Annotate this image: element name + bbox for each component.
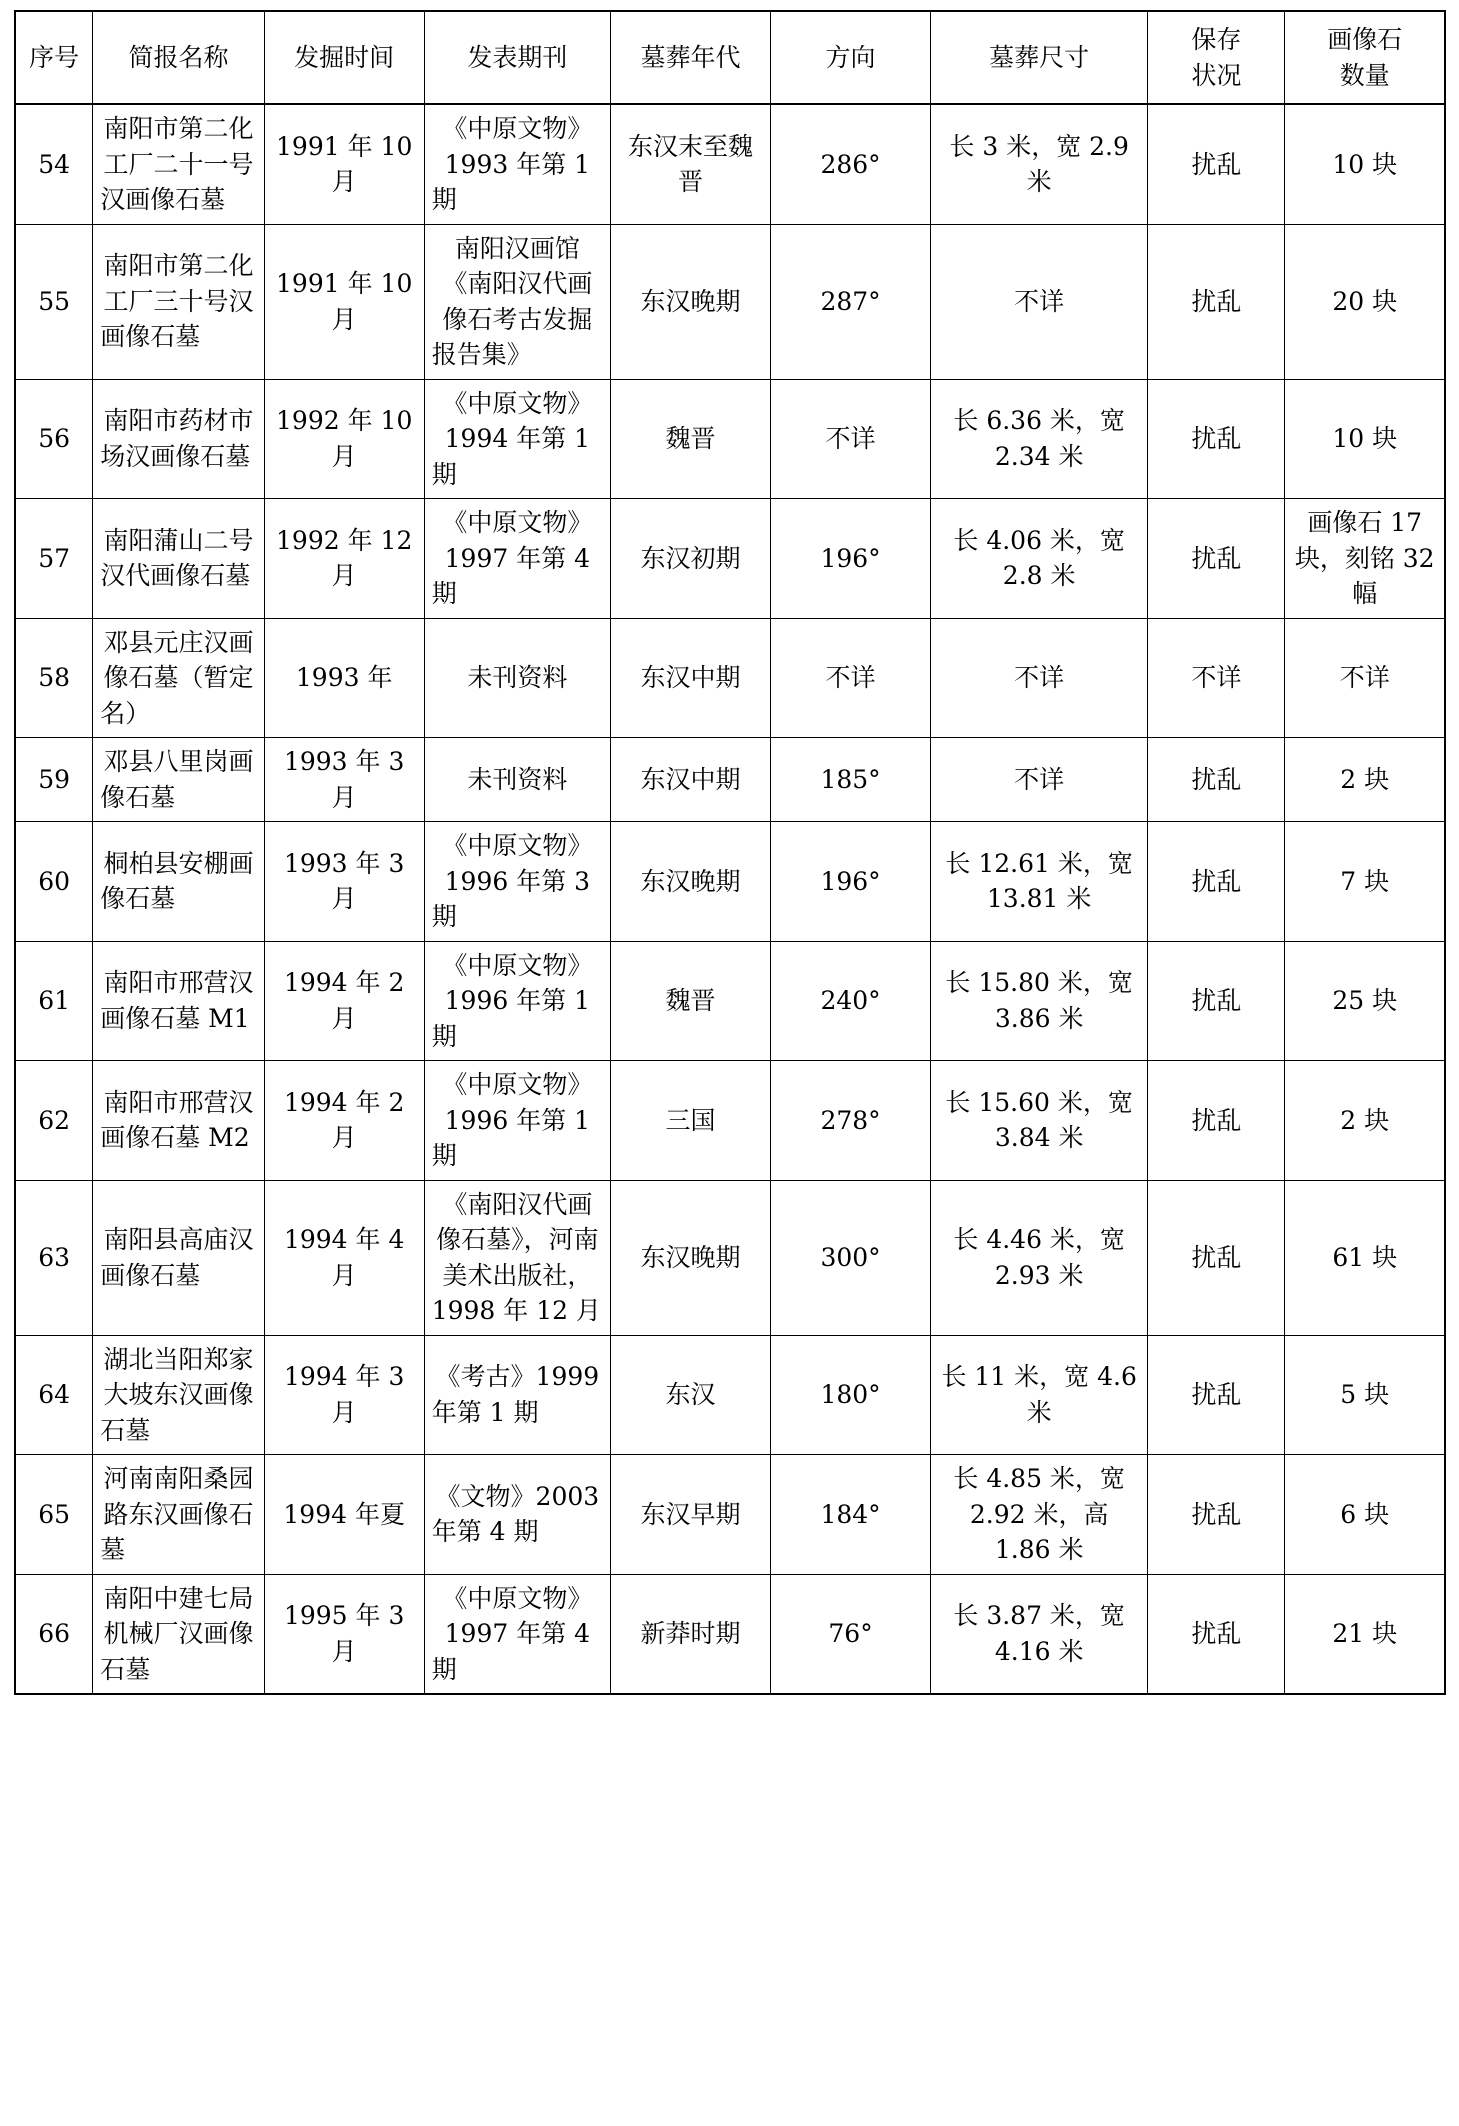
cell-count: 10 块	[1285, 379, 1445, 499]
cell-name: 南阳市第二化工厂二十一号汉画像石墓	[93, 104, 264, 224]
cell-era: 东汉中期	[611, 738, 771, 822]
table-body	[15, 104, 1445, 1694]
cell-name: 南阳市第二化工厂三十号汉画像石墓	[93, 224, 264, 379]
cell-journal: 《中原文物》1996 年第 1 期	[424, 941, 610, 1061]
cell-preservation: 扰乱	[1148, 738, 1285, 822]
cell-name: 南阳市药材市场汉画像石墓	[93, 379, 264, 499]
cell-date: 1991 年 10 月	[264, 224, 424, 379]
column-header-era: 墓葬年代	[611, 11, 771, 104]
cell-count: 7 块	[1285, 822, 1445, 942]
cell-seq: 64	[15, 1335, 93, 1455]
cell-era: 东汉中期	[611, 618, 771, 738]
table-row	[15, 618, 1445, 738]
cell-date: 1994 年 3 月	[264, 1335, 424, 1455]
table-row	[15, 1574, 1445, 1694]
column-header-direction: 方向	[771, 11, 931, 104]
cell-direction: 180°	[771, 1335, 931, 1455]
cell-direction: 286°	[771, 104, 931, 224]
cell-seq: 54	[15, 104, 93, 224]
cell-seq: 55	[15, 224, 93, 379]
cell-era: 东汉晚期	[611, 224, 771, 379]
cell-size: 不详	[931, 618, 1148, 738]
column-header-preservation	[1148, 11, 1285, 104]
cell-date: 1994 年 4 月	[264, 1180, 424, 1335]
cell-preservation: 扰乱	[1148, 941, 1285, 1061]
cell-seq: 63	[15, 1180, 93, 1335]
cell-count: 20 块	[1285, 224, 1445, 379]
cell-era: 东汉末至魏晋	[611, 104, 771, 224]
column-header-size: 墓葬尺寸	[931, 11, 1148, 104]
cell-seq: 62	[15, 1061, 93, 1181]
column-header-name: 简报名称	[93, 11, 264, 104]
cell-size: 长 15.80 米，宽 3.86 米	[931, 941, 1148, 1061]
cell-preservation: 扰乱	[1148, 822, 1285, 942]
cell-journal: 《中原文物》1997 年第 4 期	[424, 499, 610, 619]
cell-date: 1994 年 2 月	[264, 941, 424, 1061]
cell-direction: 196°	[771, 499, 931, 619]
cell-date: 1992 年 12 月	[264, 499, 424, 619]
han-tomb-table	[14, 10, 1446, 1695]
cell-direction: 不详	[771, 379, 931, 499]
cell-name: 邓县八里岗画像石墓	[93, 738, 264, 822]
cell-journal: 《中原文物》1997 年第 4 期	[424, 1574, 610, 1694]
cell-name: 南阳蒲山二号汉代画像石墓	[93, 499, 264, 619]
cell-size: 长 4.06 米，宽 2.8 米	[931, 499, 1148, 619]
cell-name: 南阳市邢营汉画像石墓 M2	[93, 1061, 264, 1181]
cell-preservation: 不详	[1148, 618, 1285, 738]
cell-preservation: 扰乱	[1148, 1180, 1285, 1335]
cell-size: 长 12.61 米，宽 13.81 米	[931, 822, 1148, 942]
cell-journal: 未刊资料	[424, 738, 610, 822]
table-row	[15, 224, 1445, 379]
column-header-count-line1: 画像石	[1327, 25, 1403, 54]
cell-count: 不详	[1285, 618, 1445, 738]
table-header	[15, 11, 1445, 104]
cell-size: 长 11 米，宽 4.6 米	[931, 1335, 1148, 1455]
cell-era: 东汉晚期	[611, 1180, 771, 1335]
cell-date: 1995 年 3 月	[264, 1574, 424, 1694]
cell-size: 长 4.46 米，宽 2.93 米	[931, 1180, 1148, 1335]
cell-era: 东汉初期	[611, 499, 771, 619]
cell-name: 南阳市邢营汉画像石墓 M1	[93, 941, 264, 1061]
cell-size: 长 15.60 米，宽 3.84 米	[931, 1061, 1148, 1181]
column-header-date: 发掘时间	[264, 11, 424, 104]
cell-preservation: 扰乱	[1148, 379, 1285, 499]
cell-direction: 184°	[771, 1455, 931, 1575]
cell-name: 桐柏县安棚画像石墓	[93, 822, 264, 942]
cell-count: 2 块	[1285, 1061, 1445, 1181]
cell-count: 25 块	[1285, 941, 1445, 1061]
cell-count: 21 块	[1285, 1574, 1445, 1694]
cell-journal: 《中原文物》1996 年第 3 期	[424, 822, 610, 942]
cell-date: 1993 年	[264, 618, 424, 738]
cell-count: 6 块	[1285, 1455, 1445, 1575]
cell-preservation: 扰乱	[1148, 104, 1285, 224]
cell-name: 南阳县高庙汉画像石墓	[93, 1180, 264, 1335]
cell-date: 1993 年 3 月	[264, 822, 424, 942]
cell-size: 长 4.85 米，宽 2.92 米，高 1.86 米	[931, 1455, 1148, 1575]
table-row	[15, 1180, 1445, 1335]
column-header-count	[1285, 11, 1445, 104]
cell-direction: 185°	[771, 738, 931, 822]
cell-date: 1994 年 2 月	[264, 1061, 424, 1181]
table-row	[15, 822, 1445, 942]
cell-direction: 不详	[771, 618, 931, 738]
cell-preservation: 扰乱	[1148, 224, 1285, 379]
cell-date: 1994 年夏	[264, 1455, 424, 1575]
cell-count: 10 块	[1285, 104, 1445, 224]
cell-seq: 56	[15, 379, 93, 499]
table-row	[15, 379, 1445, 499]
cell-era: 东汉	[611, 1335, 771, 1455]
column-header-preservation-line1: 保存	[1191, 25, 1242, 54]
cell-preservation: 扰乱	[1148, 499, 1285, 619]
cell-journal: 《考古》1999 年第 1 期	[424, 1335, 610, 1455]
cell-date: 1992 年 10 月	[264, 379, 424, 499]
table-row	[15, 1335, 1445, 1455]
cell-seq: 61	[15, 941, 93, 1061]
cell-name: 南阳中建七局机械厂汉画像石墓	[93, 1574, 264, 1694]
cell-era: 三国	[611, 1061, 771, 1181]
cell-date: 1993 年 3 月	[264, 738, 424, 822]
cell-direction: 300°	[771, 1180, 931, 1335]
column-header-seq: 序号	[15, 11, 93, 104]
cell-name: 邓县元庄汉画像石墓（暂定名）	[93, 618, 264, 738]
cell-count: 2 块	[1285, 738, 1445, 822]
cell-name: 湖北当阳郑家大坡东汉画像石墓	[93, 1335, 264, 1455]
cell-seq: 66	[15, 1574, 93, 1694]
cell-seq: 57	[15, 499, 93, 619]
column-header-count-line2: 数量	[1339, 60, 1390, 90]
cell-journal: 《中原文物》1994 年第 1 期	[424, 379, 610, 499]
table-row	[15, 941, 1445, 1061]
cell-count: 画像石 17 块，刻铭 32 幅	[1285, 499, 1445, 619]
cell-size: 不详	[931, 738, 1148, 822]
cell-direction: 287°	[771, 224, 931, 379]
cell-seq: 60	[15, 822, 93, 942]
cell-era: 东汉晚期	[611, 822, 771, 942]
cell-era: 新莽时期	[611, 1574, 771, 1694]
table-header-row	[15, 11, 1445, 104]
cell-name: 河南南阳桑园路东汉画像石墓	[93, 1455, 264, 1575]
cell-count: 5 块	[1285, 1335, 1445, 1455]
cell-preservation: 扰乱	[1148, 1455, 1285, 1575]
cell-seq: 65	[15, 1455, 93, 1575]
cell-direction: 76°	[771, 1574, 931, 1694]
cell-journal: 南阳汉画馆《南阳汉代画像石考古发掘报告集》	[424, 224, 610, 379]
cell-journal: 《南阳汉代画像石墓》，河南美术出版社，1998 年 12 月	[424, 1180, 610, 1335]
cell-direction: 240°	[771, 941, 931, 1061]
cell-direction: 196°	[771, 822, 931, 942]
cell-seq: 58	[15, 618, 93, 738]
cell-size: 长 6.36 米，宽 2.34 米	[931, 379, 1148, 499]
column-header-journal: 发表期刊	[424, 11, 610, 104]
cell-date: 1991 年 10 月	[264, 104, 424, 224]
cell-journal: 《中原文物》1993 年第 1 期	[424, 104, 610, 224]
cell-preservation: 扰乱	[1148, 1574, 1285, 1694]
cell-journal: 《中原文物》1996 年第 1 期	[424, 1061, 610, 1181]
table-row	[15, 499, 1445, 619]
cell-count: 61 块	[1285, 1180, 1445, 1335]
column-header-preservation-line2: 状况	[1191, 60, 1242, 90]
cell-preservation: 扰乱	[1148, 1061, 1285, 1181]
cell-size: 不详	[931, 224, 1148, 379]
cell-seq: 59	[15, 738, 93, 822]
cell-size: 长 3.87 米，宽 4.16 米	[931, 1574, 1148, 1694]
table-row	[15, 104, 1445, 224]
table-row	[15, 1061, 1445, 1181]
table-row	[15, 738, 1445, 822]
cell-size: 长 3 米，宽 2.9 米	[931, 104, 1148, 224]
cell-direction: 278°	[771, 1061, 931, 1181]
cell-journal: 未刊资料	[424, 618, 610, 738]
cell-era: 东汉早期	[611, 1455, 771, 1575]
cell-era: 魏晋	[611, 379, 771, 499]
table-row	[15, 1455, 1445, 1575]
cell-preservation: 扰乱	[1148, 1335, 1285, 1455]
cell-journal: 《文物》2003 年第 4 期	[424, 1455, 610, 1575]
cell-era: 魏晋	[611, 941, 771, 1061]
